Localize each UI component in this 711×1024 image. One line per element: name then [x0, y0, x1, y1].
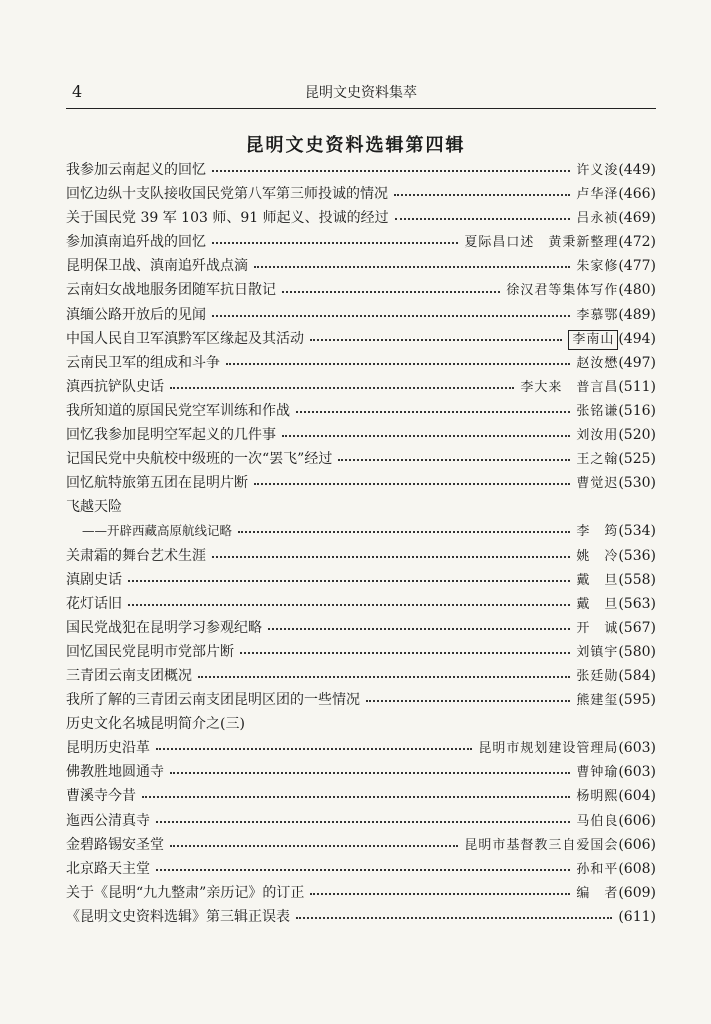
toc-entry [66, 760, 656, 784]
entry-title: 飞越天险 [66, 499, 122, 516]
toc-entry [66, 399, 656, 423]
entry-title: 回忆我参加昆明空军起义的几件事 [66, 427, 276, 444]
dot-leader [156, 819, 570, 823]
entry-title: 国民党战犯在昆明学习参观纪略 [66, 619, 262, 636]
entry-title: 记国民党中央航校中级班的一次“罢飞”经过 [66, 451, 333, 468]
entry-author: 昆明市规划建设管理局 [478, 741, 619, 757]
toc-entry [66, 495, 656, 519]
entry-title: 回忆边纵十支队接收国民党第八军第三师投诚的情况 [66, 186, 388, 203]
entry-author: 曹觉迟 [576, 476, 619, 492]
dot-leader [226, 361, 570, 365]
entry-title: 中国人民自卫军滇黔军区缘起及其活动 [66, 330, 304, 347]
entry-page: (609) [618, 884, 656, 901]
entry-author: 开 诚 [576, 620, 619, 636]
dot-leader [282, 433, 570, 437]
entry-page: (584) [618, 667, 656, 684]
entry-title: 花灯话旧 [66, 595, 122, 612]
entry-page: (536) [618, 547, 656, 564]
entry-author: 熊建玺 [576, 693, 619, 709]
toc-entry [66, 736, 656, 760]
toc-entry [66, 616, 656, 640]
entry-author: 许义浚 [576, 163, 619, 178]
dot-leader [254, 481, 570, 485]
entry-page: (603) [618, 740, 656, 757]
entry-page: (494) [618, 330, 656, 347]
entry-author: 赵汝懋 [576, 355, 619, 371]
table-of-contents [66, 158, 656, 929]
toc-entry [66, 905, 656, 929]
entry-title: 关于《昆明“九九整肃”亲历记》的订正 [66, 884, 305, 901]
dot-leader [395, 216, 571, 220]
entry-page: (606) [618, 836, 656, 853]
entry-page: (477) [618, 258, 656, 275]
toc-entry [66, 592, 656, 616]
toc-entry [66, 809, 656, 833]
entry-title: 回忆国民党昆明市党部片断 [66, 643, 234, 660]
entry-title: 北京路天主堂 [66, 860, 150, 877]
dot-leader [296, 409, 570, 413]
dot-leader [212, 554, 570, 558]
entry-page: (606) [618, 812, 656, 829]
entry-page: (472) [618, 234, 656, 251]
entry-author: 戴 旦 [576, 596, 619, 612]
toc-entry [66, 519, 656, 543]
entry-title: ——开辟西藏高原航线记略 [82, 523, 233, 539]
toc-entry [66, 447, 656, 471]
dot-leader [238, 529, 570, 533]
toc-entry [66, 857, 656, 881]
entry-title: 我参加云南起义的回忆 [66, 162, 206, 178]
entry-page: (603) [618, 764, 656, 781]
toc-entry [66, 182, 656, 206]
entry-title: 我所知道的原国民党空军训练和作战 [66, 402, 290, 419]
dot-leader [156, 746, 472, 750]
entry-author: 马伯良 [576, 813, 619, 829]
entry-title: 关于国民党 39 军 103 师、91 师起义、投诚的经过 [66, 210, 389, 227]
entry-page: (489) [618, 306, 656, 323]
entry-author: 李大来 普言昌 [520, 379, 619, 395]
running-title: 昆明文史资料集萃 [305, 85, 417, 101]
dot-leader [296, 915, 612, 919]
page-number: 4 [72, 82, 83, 101]
dot-leader [128, 602, 570, 606]
dot-leader [156, 867, 570, 871]
entry-author: 李慕鄂 [576, 307, 619, 323]
entry-page: (511) [618, 378, 656, 395]
entry-title: 迤西公清真寺 [66, 812, 150, 829]
entry-page: (497) [618, 354, 656, 371]
entry-author: 张廷勋 [576, 668, 619, 684]
entry-page: (558) [618, 571, 656, 588]
dot-leader [310, 337, 562, 341]
toc-entry [66, 471, 656, 495]
toc-entry [66, 640, 656, 664]
entry-title: 回忆航特旅第五团在昆明片断 [66, 475, 248, 492]
entry-author: 卢华泽 [576, 187, 619, 203]
entry-author: 张铭谦 [576, 403, 619, 419]
entry-author: 戴 旦 [576, 572, 619, 588]
entry-page: (480) [618, 282, 656, 299]
entry-page: (580) [618, 643, 656, 660]
entry-page: (516) [618, 402, 656, 419]
entry-title: 关肃霜的舞台艺术生涯 [66, 547, 206, 564]
entry-title: 滇缅公路开放后的见闻 [66, 306, 206, 323]
running-header [66, 80, 656, 109]
entry-title: 云南民卫军的组成和斗争 [66, 354, 220, 371]
toc-entry [66, 664, 656, 688]
toc-entry [66, 158, 656, 182]
entry-author-boxed: 李南山 [568, 330, 618, 350]
toc-entry [66, 375, 656, 399]
entry-page: (595) [618, 692, 656, 709]
dot-leader [282, 289, 500, 293]
entry-author: 刘镇宇 [576, 644, 619, 660]
entry-title: 曹溪寺今昔 [66, 788, 136, 805]
entry-author: 姚 冷 [576, 548, 619, 564]
dot-leader [212, 313, 570, 317]
toc-entry [66, 327, 656, 351]
entry-author: 朱家修 [576, 259, 619, 275]
toc-entry [66, 254, 656, 278]
entry-title: 《昆明文史资料选辑》第三辑正误表 [66, 908, 290, 925]
entry-page: (520) [618, 427, 656, 444]
dot-leader [198, 674, 570, 678]
entry-title: 三青团云南支团概况 [66, 667, 192, 684]
dot-leader [394, 192, 570, 196]
entry-title: 我所了解的三青团云南支团昆明区团的一些情况 [66, 692, 360, 709]
toc-entry [66, 712, 656, 736]
entry-page: (611) [618, 908, 656, 925]
dot-leader [254, 264, 570, 268]
toc-entry [66, 568, 656, 592]
toc-entry [66, 544, 656, 568]
dot-leader [212, 168, 570, 172]
dot-leader [268, 626, 570, 630]
entry-page: (449) [618, 162, 656, 178]
entry-title: 云南妇女战地服务团随军抗日散记 [66, 282, 276, 299]
section-title: 昆明文史资料选辑第四辑 [245, 135, 466, 156]
entry-author: 李 筠 [576, 524, 619, 540]
entry-title: 金碧路锡安圣堂 [66, 836, 164, 853]
toc-entry [66, 833, 656, 857]
toc-entry [66, 688, 656, 712]
entry-page: (563) [618, 595, 656, 612]
entry-page: (530) [618, 475, 656, 492]
entry-author: 曹钟瑜 [576, 765, 619, 781]
dot-leader [310, 891, 570, 895]
entry-page: (608) [618, 860, 656, 877]
entry-title: 昆明保卫战、滇南追歼战点滴 [66, 258, 248, 275]
entry-page: (466) [618, 186, 656, 203]
dot-leader [240, 650, 570, 654]
toc-entry [66, 423, 656, 447]
entry-title: 参加滇南追歼战的回忆 [66, 234, 206, 251]
dot-leader [170, 843, 458, 847]
dot-leader [212, 240, 458, 244]
entry-page: (604) [618, 788, 656, 805]
toc-entry [66, 206, 656, 230]
dot-leader [128, 578, 570, 582]
entry-page: (567) [618, 619, 656, 636]
entry-author: 孙和平 [576, 861, 619, 877]
toc-entry [66, 230, 656, 254]
dot-leader [170, 385, 514, 389]
toc-entry [66, 303, 656, 327]
toc-entry [66, 784, 656, 808]
entry-title: 滇剧史话 [66, 571, 122, 588]
dot-leader [366, 698, 570, 702]
entry-author: 杨明熙 [576, 789, 619, 805]
entry-author: 吕永祯 [576, 211, 619, 227]
entry-author: 昆明市基督教三自爱国会 [464, 837, 619, 853]
entry-title: 历史文化名城昆明简介之(三) [66, 716, 245, 733]
entry-title: 滇西抗铲队史话 [66, 378, 164, 395]
toc-entry [66, 881, 656, 905]
entry-page: (469) [618, 210, 656, 227]
dot-leader [170, 770, 570, 774]
toc-entry [66, 278, 656, 302]
dot-leader [338, 457, 570, 461]
toc-entry [66, 351, 656, 375]
entry-title: 昆明历史沿革 [66, 740, 150, 757]
entry-author: 刘汝用 [576, 428, 619, 444]
entry-author: 编 者 [576, 885, 619, 901]
entry-title: 佛教胜地圆通寺 [66, 764, 164, 781]
entry-author: 夏际昌口述 黄秉新整理 [464, 235, 619, 251]
dot-leader [142, 794, 570, 798]
entry-author: 王之翰 [576, 452, 619, 468]
entry-author: 徐汉君等集体写作 [506, 283, 619, 299]
entry-page: (525) [618, 451, 656, 468]
entry-page: (534) [618, 523, 656, 540]
